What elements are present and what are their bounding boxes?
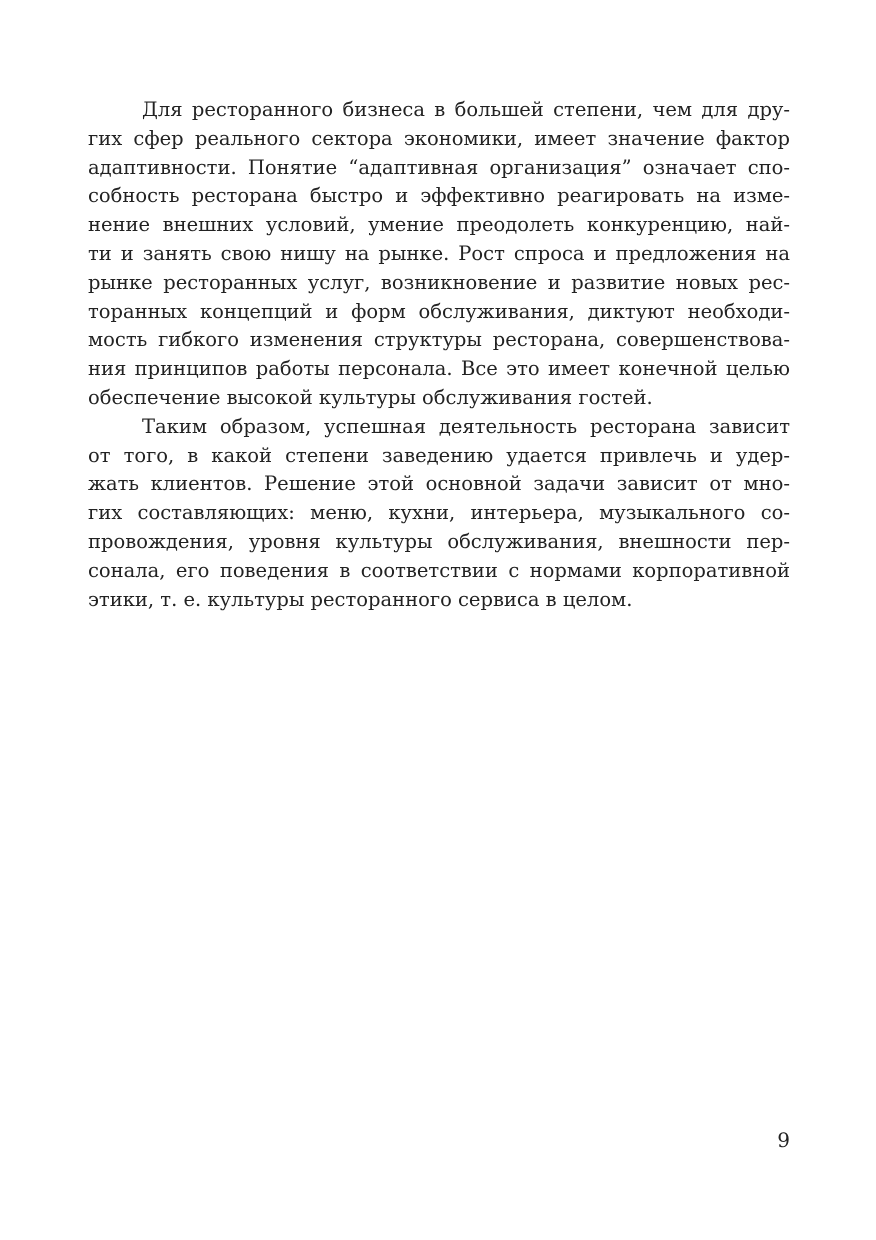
- paragraph-2: [88, 413, 790, 615]
- text-line: гих сфер реального сектора экономики, имеет значение фактор: [88, 126, 790, 150]
- paragraph-1: [88, 96, 790, 413]
- text-line: мость гибкого изменения структуры ресторана, совершенствова-: [88, 328, 790, 352]
- text-line: этики, т. е. культуры ресторанного сервиса в целом.: [88, 587, 633, 611]
- text-line: жать клиентов. Решение этой основной задачи зависит от мно-: [88, 472, 790, 496]
- text-line: обеспечение высокой культуры обслуживания гостей.: [88, 385, 653, 409]
- text-line: ния принципов работы персонала. Все это имеет конечной целью: [88, 357, 790, 381]
- text-line: сонала, его поведения в соответствии с нормами корпоративной: [88, 558, 790, 582]
- body-text: [88, 96, 790, 614]
- text-line: ти и занять свою нишу на рынке. Рост спроса и предложения на: [88, 241, 790, 265]
- text-line: собность ресторана быстро и эффективно реагировать на изме-: [88, 184, 790, 208]
- text-line: гих составляющих: меню, кухни, интерьера, музыкального со-: [88, 501, 790, 525]
- text-line: Таким образом, успешная деятельность ресторана зависит: [142, 414, 790, 438]
- text-line: рынке ресторанных услуг, возникновение и развитие новых рес-: [88, 270, 790, 294]
- text-line: нение внешних условий, умение преодолеть конкуренцию, най-: [88, 213, 790, 237]
- page-number: 9: [777, 1128, 790, 1152]
- text-line: от того, в какой степени заведению удается привлечь и удер-: [88, 443, 790, 467]
- text-line: провождения, уровня культуры обслуживания, внешности пер-: [88, 529, 790, 553]
- text-line: торанных концепций и форм обслуживания, диктуют необходи-: [88, 299, 790, 323]
- text-line: адаптивности. Понятие “адаптивная организация” означает спо-: [88, 155, 790, 179]
- text-line: Для ресторанного бизнеса в большей степени, чем для дру-: [142, 98, 790, 121]
